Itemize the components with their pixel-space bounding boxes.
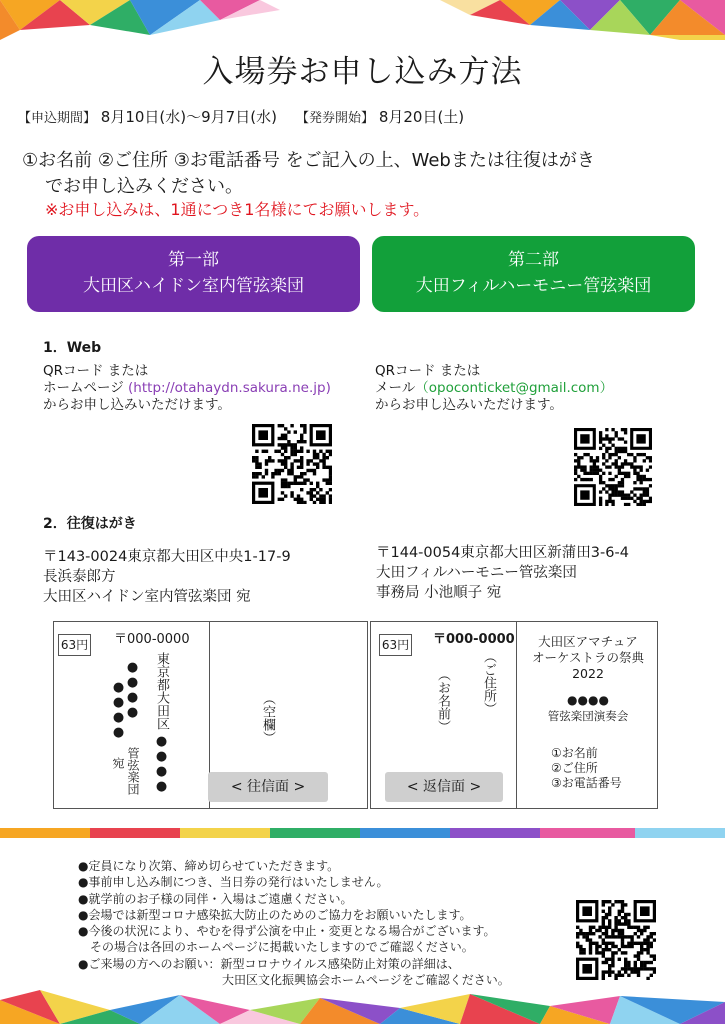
recipient-name-vertical: 管弦楽団 bbox=[126, 747, 140, 795]
note-item: ●就学前のお子様の同伴・入場はご遠慮ください。 bbox=[78, 891, 353, 906]
web-left-text bbox=[43, 363, 331, 414]
event-dots: ●●●● bbox=[567, 693, 609, 707]
intro-line-2: でお申し込みください。 bbox=[45, 176, 243, 197]
reply-postcard-diagram bbox=[370, 621, 658, 809]
note-item: ●会場では新型コロナ感染拡大防止のためのご協力をお願いいたします。 bbox=[78, 907, 472, 922]
postal-code-placeholder: 〒000-0000 bbox=[114, 632, 190, 647]
outgoing-postcard-diagram bbox=[53, 621, 368, 809]
event-line2: オーケストラの祭典 bbox=[531, 650, 644, 665]
part2-banner bbox=[372, 236, 695, 312]
web-left-line1: QRコード または bbox=[43, 363, 149, 379]
web-right-mail-label: メール bbox=[375, 380, 416, 396]
left-mailing-address bbox=[43, 547, 291, 607]
recipient-dots-1: ●●●● bbox=[125, 660, 140, 720]
reply-address-vertical: （ご住所） bbox=[481, 650, 496, 715]
stamp-box: 63円 bbox=[379, 634, 412, 656]
decorative-bottom-banner bbox=[0, 990, 725, 1024]
address-vertical: 東京都大田区 bbox=[154, 652, 169, 730]
reply-side-label: < 返信面 > bbox=[385, 772, 503, 802]
event-line4: 管弦楽団演奏会 bbox=[547, 709, 629, 723]
qr-code-icon[interactable] bbox=[252, 424, 332, 504]
notes-list bbox=[78, 858, 510, 988]
application-period bbox=[18, 106, 464, 127]
part2-label: 第二部 bbox=[508, 250, 559, 270]
part1-banner bbox=[27, 236, 360, 312]
web-left-homepage-label: ホームページ bbox=[43, 380, 124, 396]
qr-code-icon[interactable] bbox=[576, 900, 656, 980]
qr-code-icon[interactable] bbox=[574, 428, 652, 506]
outgoing-side-label: < 往信面 > bbox=[208, 772, 328, 802]
note-item: その場合は各回のホームページに掲載いたしますのでご確認ください。 bbox=[78, 940, 474, 955]
apply-period-dates: 8月10日(水)～9月7日(水) bbox=[100, 108, 277, 126]
right-address-line1: 〒144-0054東京都大田区新蒲田3-6-4 bbox=[376, 545, 629, 561]
address-dots: ●●●● bbox=[154, 734, 169, 794]
event-info bbox=[517, 634, 659, 724]
note-item: ●ご来場の方へのお願い：新型コロナウイルス感染防止対策の詳細は、 bbox=[78, 956, 460, 971]
reply-item2: ②ご住所 bbox=[551, 761, 598, 775]
stamp-box: 63円 bbox=[58, 634, 91, 656]
web-heading: 1．Web bbox=[43, 340, 102, 356]
note-item: 大田区文化振興協会ホームページをご確認ください。 bbox=[78, 973, 510, 988]
page-title: 入場券お申し込み方法 bbox=[202, 54, 523, 90]
part1-orchestra: 大田区ハイドン室内管弦楽団 bbox=[83, 276, 304, 296]
event-line3: 2022 bbox=[572, 666, 604, 681]
left-address-line1: 〒143-0024東京都大田区中央1-17-9 bbox=[43, 549, 291, 565]
blank-field: （空欄） bbox=[260, 692, 275, 744]
warning-note: ※お申し込みは、1通につき1名様にてお願いします。 bbox=[45, 200, 430, 219]
note-item: ●定員になり次第、締め切らせていただきます。 bbox=[78, 859, 340, 873]
web-right-line1: QRコード または bbox=[375, 363, 481, 379]
issue-start-date: 8月20日(土) bbox=[378, 108, 465, 126]
reply-name-vertical: （お名前） bbox=[435, 668, 450, 733]
reply-item3: ③お電話番号 bbox=[551, 776, 622, 790]
part1-label: 第一部 bbox=[168, 250, 219, 270]
web-right-line3: からお申し込みいただけます。 bbox=[375, 397, 563, 413]
left-address-line3: 大田区ハイドン室内管弦楽団 宛 bbox=[43, 589, 251, 605]
note-item: ●事前申し込み制につき、当日券の発行はいたしません。 bbox=[78, 875, 389, 890]
right-mailing-address bbox=[376, 543, 629, 603]
part2-orchestra: 大田フィルハーモニー管弦楽団 bbox=[415, 276, 652, 296]
postcard-heading: 2．往復はがき bbox=[43, 516, 137, 532]
note-item: ●今後の状況により、やむを得ず公演を中止・変更となる場合がございます。 bbox=[78, 924, 496, 939]
decorative-divider-strip bbox=[0, 828, 725, 838]
reply-item1: ①お名前 bbox=[551, 746, 598, 760]
web-left-line3: からお申し込みいただけます。 bbox=[43, 397, 231, 413]
postal-code-placeholder: 〒000-0000 bbox=[433, 632, 515, 647]
reply-fill-items bbox=[551, 746, 622, 791]
right-address-line3: 事務局 小池順子 宛 bbox=[376, 585, 502, 601]
event-line1: 大田区アマチュア bbox=[538, 634, 638, 649]
left-address-line2: 長浜泰郎方 bbox=[43, 569, 116, 585]
issue-start-label: 【発券開始】 bbox=[296, 111, 375, 126]
right-address-line2: 大田フィルハーモニー管弦楽団 bbox=[376, 565, 577, 581]
apply-period-label: 【申込期間】 bbox=[18, 111, 97, 126]
email-link[interactable]: （opoconticket@gmail.com） bbox=[415, 380, 614, 396]
homepage-link[interactable]: (http://otahaydn.sakura.ne.jp) bbox=[128, 380, 331, 396]
decorative-top-banner bbox=[0, 0, 725, 40]
recipient-dots-2: ●●●● bbox=[111, 680, 126, 740]
recipient-sama: 宛 bbox=[111, 757, 125, 769]
intro-line-1: ①お名前 ②ご住所 ③お電話番号 をご記入の上、Webまたは往復はがき bbox=[22, 150, 595, 171]
web-right-text bbox=[375, 363, 613, 414]
